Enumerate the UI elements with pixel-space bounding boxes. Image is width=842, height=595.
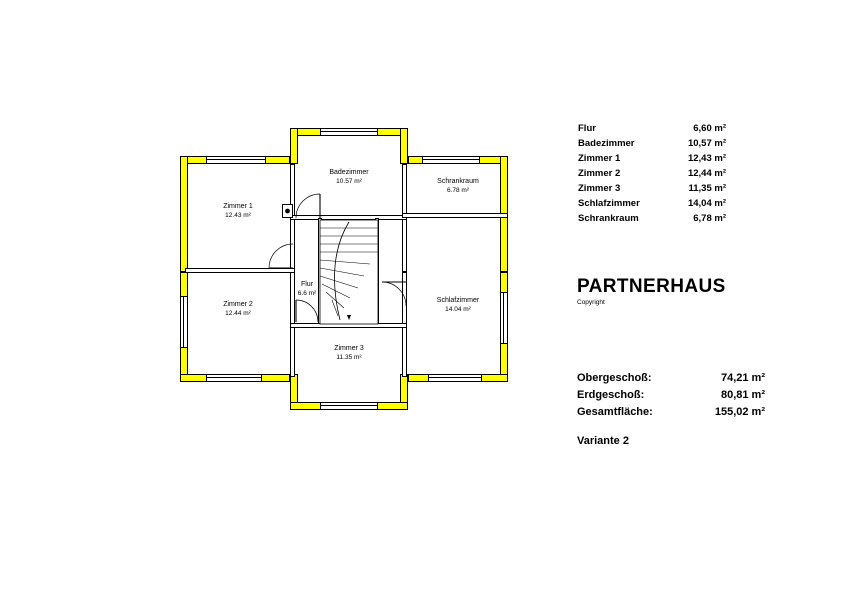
legend-name: Schrankraum (578, 213, 639, 224)
room-area-zimmer-2: 12.44 m² (225, 310, 251, 317)
brand-title: PARTNERHAUS (577, 276, 726, 297)
legend-row (578, 211, 778, 226)
room-label-zimmer-3 (296, 344, 402, 362)
legend-value: 6,78 m² (693, 213, 726, 224)
total-value: 74,21 m² (720, 372, 765, 384)
window-left-top (206, 156, 266, 164)
legend-name: Schlafzimmer (578, 198, 640, 209)
door-flur-zimmer3 (294, 298, 320, 324)
area-totals (577, 370, 777, 421)
room-name-zimmer-1: Zimmer 1 (223, 203, 253, 210)
room-name-schrankraum: Schrankraum (437, 178, 479, 185)
room-area-flur: 6.6 m² (297, 290, 317, 297)
window-center-bottom-line (320, 405, 378, 406)
room-name-zimmer-3: Zimmer 3 (334, 345, 364, 352)
legend-value: 11,35 m² (688, 183, 726, 194)
legend-name: Zimmer 1 (578, 153, 621, 164)
room-schedule (578, 121, 778, 226)
legend-name: Flur (578, 123, 596, 134)
legend-value: 6,60 m² (693, 123, 726, 134)
legend-row (578, 166, 778, 181)
window-right-bottom-line (428, 377, 482, 378)
floor-plan-drawing (170, 110, 520, 430)
window-right-bottom (428, 374, 482, 382)
room-label-schlafzimmer (410, 296, 506, 314)
room-label-badezimmer (296, 168, 402, 186)
legend-row (578, 121, 778, 136)
legend-value: 10,57 m² (687, 138, 726, 149)
window-left-bottom (206, 374, 262, 382)
room-area-badezimmer: 10.57 m² (336, 178, 362, 185)
brand-block (577, 276, 726, 307)
window-right-top-line (422, 159, 480, 160)
room-area-schrankraum: 6.78 m² (446, 187, 470, 194)
window-left-vertical-lower (180, 296, 188, 348)
inner-wall-horizontal-right (402, 213, 508, 218)
legend-value: 14,04 m² (687, 198, 726, 209)
total-name: Obergeschoß: (577, 372, 652, 384)
legend-name: Zimmer 3 (578, 183, 621, 194)
window-right-top (422, 156, 480, 164)
total-value: 80,81 m² (720, 389, 765, 401)
room-label-zimmer-2 (188, 300, 288, 318)
room-area-zimmer-3: 11.35 m² (336, 354, 362, 361)
total-name: Gesamtfläche: (577, 406, 653, 418)
room-label-flur (294, 280, 320, 298)
wall-left-vertical-upper (180, 156, 188, 272)
legend-row (578, 136, 778, 151)
door-schlafzimmer (380, 280, 408, 308)
window-center-top-line (320, 131, 378, 132)
room-name-zimmer-2: Zimmer 2 (223, 301, 253, 308)
door-badezimmer (294, 192, 322, 220)
total-row (577, 387, 777, 404)
legend-name: Badezimmer (578, 138, 635, 149)
total-name: Erdgeschoß: (577, 389, 645, 401)
legend-row (578, 196, 778, 211)
legend-value: 12,44 m² (687, 168, 726, 179)
variant-label: Variante 2 (577, 435, 629, 447)
brand-copyright: Copyright (577, 299, 605, 306)
total-value: 155,02 m² (714, 406, 765, 418)
legend-row (578, 181, 778, 196)
window-center-bottom (320, 402, 378, 410)
wall-center-right-vertical-top (400, 128, 408, 164)
wall-center-left-vertical-top (290, 128, 298, 164)
staircase-icon (320, 220, 378, 324)
room-label-schrankraum (412, 177, 504, 195)
window-center-top (320, 128, 378, 136)
room-area-zimmer-1: 12.43 m² (225, 212, 251, 219)
room-name-flur: Flur (300, 281, 314, 288)
window-left-vertical-lower-line (183, 296, 184, 348)
door-zimmer-1 (267, 242, 295, 270)
room-area-schlafzimmer: 14.04 m² (445, 306, 471, 313)
total-row (577, 370, 777, 387)
room-name-badezimmer: Badezimmer (329, 169, 369, 176)
legend-name: Zimmer 2 (578, 168, 621, 179)
total-row (577, 404, 777, 421)
window-left-bottom-line (206, 377, 262, 378)
window-left-top-line (206, 159, 266, 160)
room-name-schlafzimmer: Schlafzimmer (436, 297, 480, 304)
room-label-zimmer-1 (188, 202, 288, 220)
legend-row (578, 151, 778, 166)
legend-value: 12,43 m² (687, 153, 726, 164)
